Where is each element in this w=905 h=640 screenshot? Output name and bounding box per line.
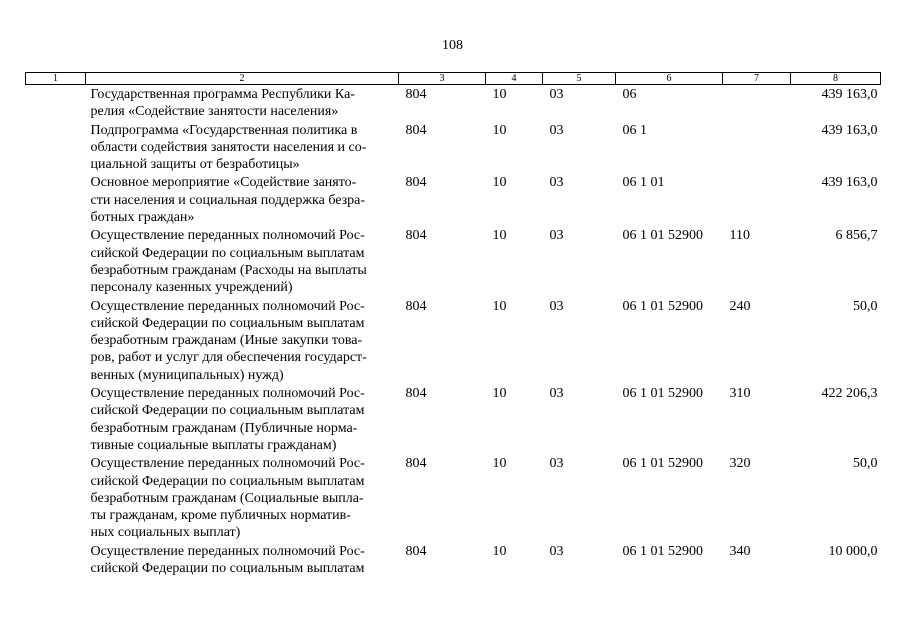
expense-name: Осуществление переданных полномочий Рос- сийской Федерации по социальным выплатам	[90, 543, 365, 577]
table-row	[26, 226, 881, 296]
column-header: 5	[543, 73, 616, 85]
section-code: 10	[492, 456, 507, 472]
column-header: 4	[486, 73, 543, 85]
section-code: 10	[492, 386, 507, 402]
expense-type-code	[723, 173, 791, 226]
page-number: 108	[442, 38, 463, 53]
target-article-code: 06 1 01 52900	[622, 543, 703, 559]
column-number-row	[26, 73, 881, 85]
target-article-code: 06 1 01 52900	[622, 456, 703, 472]
row-number-cell	[26, 121, 86, 174]
table-row	[26, 542, 881, 578]
target-article-code: 06 1 01	[622, 175, 665, 191]
section-code: 10	[492, 175, 507, 191]
grbs-code: 804	[405, 543, 427, 559]
expense-name: Осуществление переданных полномочий Рос- сийской Федерации по социальным выплатам безработным гражданам (Публичные норма- тивные социальные выплаты гражданам)	[90, 386, 365, 453]
table-row	[26, 85, 881, 121]
row-number-cell	[26, 454, 86, 541]
amount-value: 439 163,0	[821, 122, 878, 138]
grbs-code: 804	[405, 175, 427, 191]
subsection-code: 03	[549, 298, 564, 314]
expense-name: Подпрограмма «Государственная политика в области содействия занятости населения и со- циальной защиты от безработицы»	[90, 122, 367, 173]
amount-value: 6 856,7	[835, 228, 878, 244]
column-header: 3	[399, 73, 486, 85]
table-row	[26, 121, 881, 174]
grbs-code: 804	[405, 456, 427, 472]
grbs-code: 804	[405, 122, 427, 138]
column-header: 1	[26, 73, 86, 85]
subsection-code: 03	[549, 456, 564, 472]
target-article-code: 06	[622, 87, 637, 102]
grbs-code: 804	[405, 298, 427, 314]
expense-type-code	[723, 121, 791, 174]
expense-type-code: 340	[729, 543, 751, 559]
expense-type-code: 310	[729, 386, 751, 402]
amount-value: 439 163,0	[821, 175, 878, 191]
target-article-code: 06 1	[622, 122, 647, 138]
row-number-cell	[26, 297, 86, 384]
section-code: 10	[492, 228, 507, 244]
table-row	[26, 297, 881, 384]
subsection-code: 03	[549, 386, 564, 402]
section-code: 10	[492, 87, 507, 102]
row-number-cell	[26, 226, 86, 296]
target-article-code: 06 1 01 52900	[622, 386, 703, 402]
expense-name: Осуществление переданных полномочий Рос- сийской Федерации по социальным выплатам безработным гражданам (Иные закупки това- ров, работ и услуг для обеспечения государст- венных (муниципальных) нужд)	[90, 298, 367, 383]
grbs-code: 804	[405, 386, 427, 402]
expense-type-code: 240	[729, 298, 751, 314]
row-number-cell	[26, 384, 86, 454]
column-header: 8	[791, 73, 881, 85]
grbs-code: 804	[405, 87, 427, 102]
table-row	[26, 173, 881, 226]
target-article-code: 06 1 01 52900	[622, 298, 703, 314]
table-row	[26, 454, 881, 541]
expense-name: Основное мероприятие «Содействие занято- сти населения и социальная поддержка безра- ботных граждан»	[90, 175, 366, 226]
row-number-cell	[26, 542, 86, 578]
column-header: 2	[86, 73, 399, 85]
section-code: 10	[492, 122, 507, 138]
expense-name: Осуществление переданных полномочий Рос- сийской Федерации по социальным выплатам безработным гражданам (Социальные выпла- ты гражданам, кроме публичных норматив- ных социальных выплат)	[90, 456, 365, 541]
subsection-code: 03	[549, 175, 564, 191]
row-number-cell	[26, 173, 86, 226]
subsection-code: 03	[549, 543, 564, 559]
amount-value: 10 000,0	[828, 543, 878, 559]
section-code: 10	[492, 543, 507, 559]
expense-name: Государственная программа Республики Ка- релия «Содействие занятости населения»	[90, 87, 355, 120]
expense-type-code: 110	[729, 228, 750, 244]
amount-value: 50,0	[853, 298, 878, 314]
budget-table	[25, 72, 881, 577]
expense-type-code	[723, 85, 791, 121]
subsection-code: 03	[549, 228, 564, 244]
target-article-code: 06 1 01 52900	[622, 228, 703, 244]
subsection-code: 03	[549, 87, 564, 102]
section-code: 10	[492, 298, 507, 314]
table-row	[26, 384, 881, 454]
amount-value: 422 206,3	[821, 386, 878, 402]
subsection-code: 03	[549, 122, 564, 138]
row-number-cell	[26, 85, 86, 121]
grbs-code: 804	[405, 228, 427, 244]
amount-value: 439 163,0	[821, 87, 878, 102]
expense-type-code: 320	[729, 456, 751, 472]
column-header: 7	[723, 73, 791, 85]
amount-value: 50,0	[853, 456, 878, 472]
column-header: 6	[616, 73, 723, 85]
expense-name: Осуществление переданных полномочий Рос- сийской Федерации по социальным выплатам безработным гражданам (Расходы на выплаты персоналу казенных учреждений)	[90, 228, 367, 296]
